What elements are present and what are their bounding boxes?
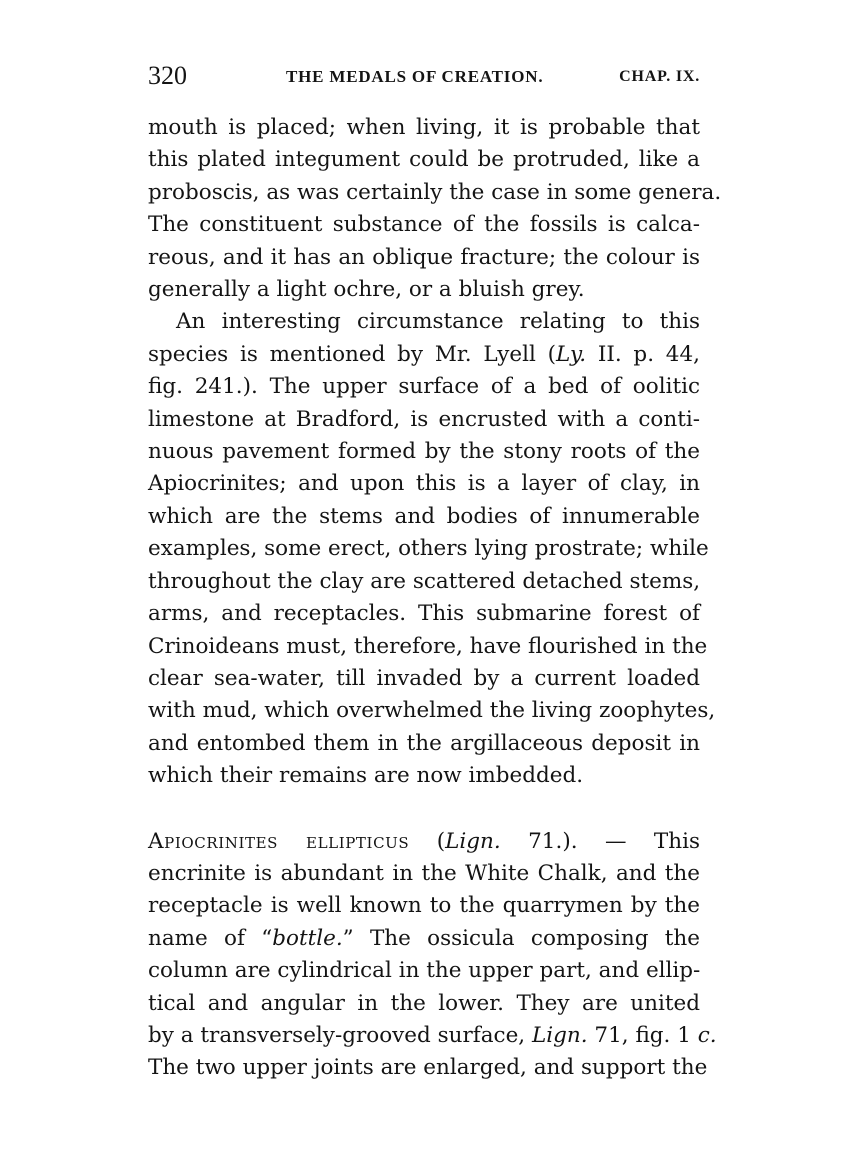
text-line: tical and angular in the lower. They are united — [148, 990, 700, 1016]
running-head — [148, 62, 700, 90]
text-line — [148, 339, 700, 371]
text-run: by a transversely-grooved surface, — [148, 1022, 532, 1048]
text-line: and entombed them in the argillaceous deposit in — [148, 730, 700, 756]
text-line: column are cylindrical in the upper part, and ellip- — [148, 958, 701, 984]
text-line: The constituent substance of the fossils is calca- — [148, 212, 700, 238]
text-run: species is mentioned by Mr. Lyell ( — [148, 341, 557, 367]
text-run: II. p. 44, — [586, 341, 700, 367]
text-line — [148, 826, 700, 858]
text-run: 71, fig. 1 — [587, 1022, 698, 1048]
body-text — [148, 112, 722, 1085]
text-line: which their remains are now imbedded. — [148, 763, 584, 789]
quoted-italic: bottle. — [272, 925, 343, 951]
text-line: The two upper joints are enlarged, and support the — [148, 1055, 708, 1081]
text-run: 71.). — This — [500, 828, 700, 854]
book-title: THE MEDALS OF CREATION. — [286, 67, 544, 86]
citation-italic: Lign. — [445, 828, 501, 854]
text-line — [148, 923, 700, 955]
text-line: Crinoideans must, therefore, have flourished in the — [148, 633, 708, 659]
book-page — [148, 61, 722, 1085]
text-line: Apiocrinites; and upon this is a layer of clay, in — [148, 471, 700, 497]
paragraph-apiocrinites-ellipticus — [148, 826, 717, 1085]
text-line: arms, and receptacles. This submarine forest of — [148, 601, 700, 627]
citation-italic: Ly. — [556, 341, 587, 367]
paragraph-bradford-bed — [148, 306, 716, 792]
text-line: with mud, which overwhelmed the living zoophytes, — [148, 698, 716, 724]
text-run: ( — [409, 828, 446, 854]
text-run: name of “ — [148, 925, 273, 951]
text-line — [148, 1020, 717, 1052]
text-line: examples, some erect, others lying prostrate; while — [148, 536, 709, 562]
text-line: limestone at Bradford, is encrusted with a conti- — [148, 406, 700, 432]
page-number: 320 — [148, 61, 187, 90]
paragraph-gap — [148, 793, 700, 826]
text-line: this plated integument could be protruded, like a — [148, 147, 700, 173]
paragraph-crinoid-description — [148, 112, 722, 306]
text-line: generally a light ochre, or a bluish grey. — [148, 277, 585, 303]
text-line: which are the stems and bodies of innumerable — [148, 503, 700, 529]
text-run: ” The ossicula composing the — [342, 925, 700, 951]
text-line: reous, and it has an oblique fracture; the colour is — [148, 244, 700, 270]
chapter-reference: CHAP. IX. — [619, 68, 700, 85]
citation-italic: Lign. — [531, 1022, 588, 1048]
text-line: receptacle is well known to the quarrymen by the — [148, 893, 700, 919]
text-line: nuous pavement formed by the stony roots of the — [148, 439, 700, 465]
text-line: proboscis, as was certainly the case in some genera. — [148, 179, 722, 205]
text-line: fig. 241.). The upper surface of a bed of oolitic — [148, 374, 700, 400]
text-line: mouth is placed; when living, it is probable that — [148, 115, 700, 140]
text-line: clear sea-water, till invaded by a current loaded — [148, 665, 700, 691]
figure-letter-italic: c. — [697, 1022, 717, 1048]
species-name: Apiocrinites ellipticus — [148, 828, 410, 854]
text-line: An interesting circumstance relating to this — [176, 309, 700, 335]
text-line: encrinite is abundant in the White Chalk, and the — [148, 860, 700, 886]
text-line: throughout the clay are scattered detached stems, — [148, 568, 701, 594]
